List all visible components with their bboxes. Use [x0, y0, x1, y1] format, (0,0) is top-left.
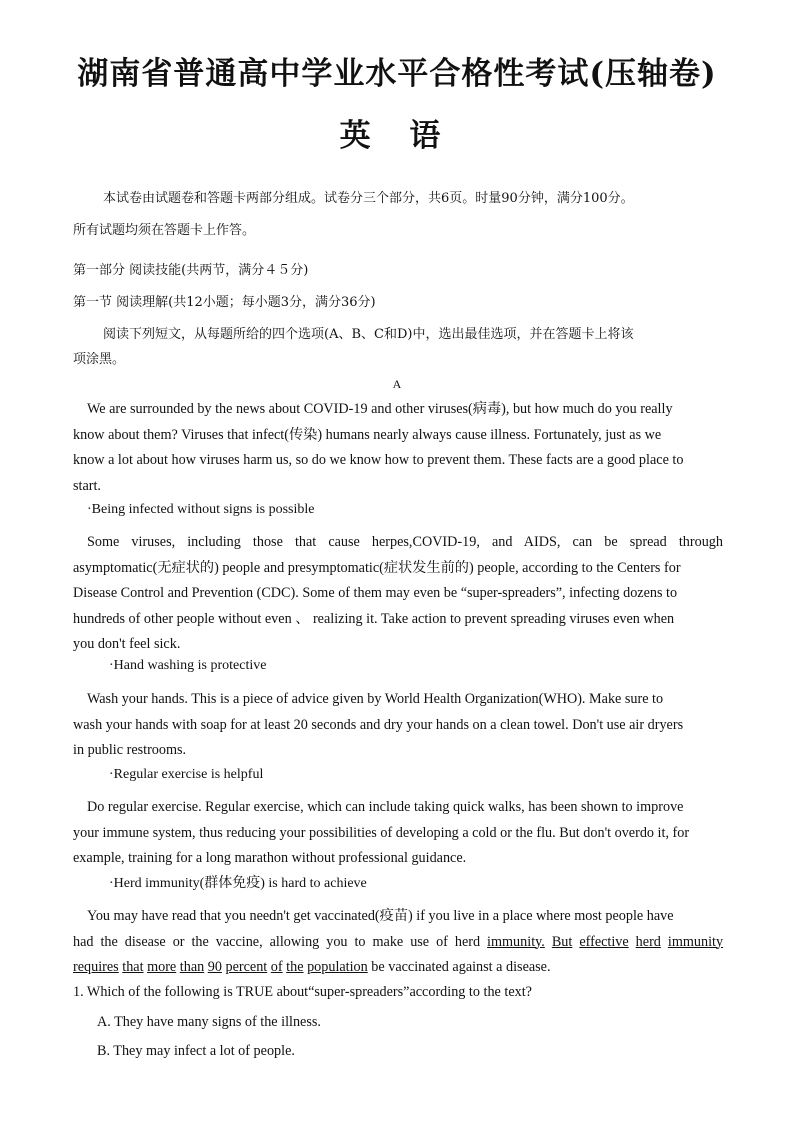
instructions-line-1: 阅读下列短文，从每题所给的四个选项(A、B、C和D)中，选出最佳选项，并在答题卡上将该 — [103, 327, 634, 342]
text-line: asymptomatic(无症状的) people and presymptomatic(症状发生前的) people, according to the Centers for — [73, 559, 681, 576]
section-heading: 第一节 阅读理解(共12小题；每小题3分，满分36分) — [73, 295, 376, 310]
bullet-heading: ·Regular exercise is helpful — [109, 767, 264, 782]
text-line: We are surrounded by the news about COVID-19 and other viruses(病毒), but how much do you really — [87, 401, 673, 417]
question-option: B. They may infect a lot of people. — [97, 1043, 295, 1059]
passage-paragraph-3 — [73, 687, 723, 764]
text-line: your immune system, thus reducing your possibilities of developing a cold or the flu. But don't overdo it, for — [73, 824, 690, 841]
bullet-heading: ·Hand washing is protective — [109, 658, 267, 673]
text-line: hundreds of other people without even 、 realizing it. Take action to prevent spreading viruses even when — [73, 610, 675, 627]
question-option: A. They have many signs of the illness. — [97, 1014, 321, 1030]
part-heading: 第一部分 阅读技能(共两节，满分４５分) — [73, 263, 309, 278]
text-line: know a lot about how viruses harm us, so do we know how to prevent them. These facts are a good place to — [73, 452, 684, 468]
passage-paragraph-2 — [73, 530, 723, 658]
text-line: requires that more than 90 percent of the population be vaccinated against a disease. — [73, 959, 551, 975]
text-line: had the disease or the vaccine, allowing you to make use of herd immunity. But effective herd immunity — [73, 933, 724, 950]
passage-paragraph-1 — [73, 397, 723, 499]
section-instructions — [73, 322, 723, 372]
text-line: You may have read that you needn't get vaccinated(疫苗) if you live in a place where most people have — [87, 908, 674, 924]
subject-title: 英 语 — [339, 118, 455, 154]
bullet-heading: ·Being infected without signs is possible — [87, 502, 315, 517]
intro-line-1: 本试卷由试题卷和答题卡两部分组成。试卷分三个部分，共6页。时量90分钟，满分100分。 — [103, 191, 634, 206]
passage-paragraph-5 — [73, 904, 723, 981]
text-line: in public restrooms. — [73, 742, 187, 758]
passage-paragraph-4 — [73, 795, 723, 872]
text-line: you don't feel sick. — [73, 636, 181, 652]
text-line: wash your hands with soap for at least 20 seconds and dry your hands on a clean towel. Don't use air dryers — [73, 716, 684, 733]
intro-line-2: 所有试题均须在答题卡上作答。 — [73, 223, 256, 238]
text-line: Disease Control and Prevention (CDC). Some of them may even be “super-spreaders”, infecting dozens to — [73, 585, 678, 601]
text-line: Wash your hands. This is a piece of advice given by World Health Organization(WHO). Make sure to — [87, 691, 664, 707]
text-line: Some viruses, including those that cause herpes,COVID-19, and AIDS, can be spread through — [87, 534, 723, 550]
question-stem: 1. Which of the following is TRUE about“super-spreaders”according to the text? — [73, 984, 532, 1000]
bullet-heading: ·Herd immunity(群体免疫) is hard to achieve — [109, 876, 367, 891]
instructions-line-2: 项涂黑。 — [73, 352, 126, 367]
text-line: start. — [73, 477, 101, 494]
text-line: know about them? Viruses that infect(传染) humans nearly always cause illness. Fortunately, just as we — [73, 426, 662, 443]
page-title: 湖南省普通高中学业水平合格性考试(压轴卷) — [77, 56, 717, 92]
passage-letter: A — [392, 377, 402, 391]
text-line: Do regular exercise. Regular exercise, which can include taking quick walks, has been shown to improve — [87, 799, 684, 815]
exam-intro — [73, 183, 723, 247]
text-line: example, training for a long marathon without professional guidance. — [73, 850, 467, 866]
